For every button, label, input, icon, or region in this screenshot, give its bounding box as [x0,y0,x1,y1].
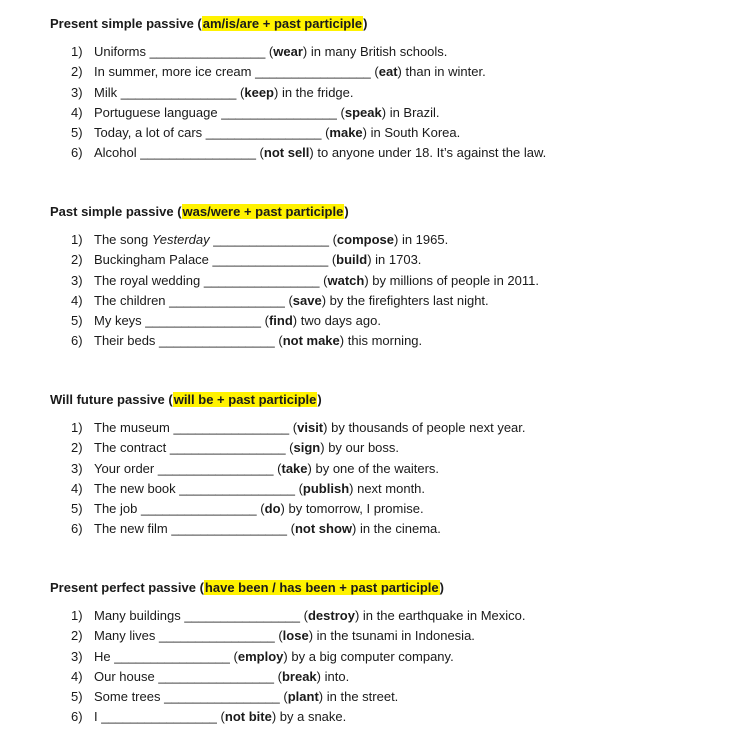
item-number: 1) [71,608,83,623]
sentence-start: Buckingham Palace [94,252,213,268]
sentence: Buckingham Palace ________________ (build) in 1703. [94,252,422,268]
sentence-end: by a snake. [276,709,347,725]
verb-hint: not make [282,333,340,349]
section-heading: Present simple passive (am/is/are + past participle) [50,16,368,31]
verb-hint: build [336,252,368,268]
answer-blank[interactable]: ________________ [221,104,337,120]
section-heading: Present perfect passive (have been / has been + past participle) [50,580,444,595]
verb-hint: break [281,668,317,684]
sentence-start: Portuguese language [94,104,222,120]
item-number: 1) [71,420,83,435]
formula-highlight: was/were + past participle [182,204,344,219]
section-present-perfect [50,580,710,728]
sentence-start: My keys [94,313,146,329]
verb-hint: do [264,501,281,517]
sentence-start: I [94,709,102,725]
sentence: I ________________ (not bite) by a snake. [94,709,347,725]
exercise-list [50,606,710,728]
sentence-end: next month. [353,480,426,496]
verb-hint: not bite [224,709,272,725]
heading-label: Past simple passive [50,204,174,219]
sentence: The museum ________________ (visit) by thousands of people next year. [94,420,526,435]
verb-hint: employ [237,648,284,664]
verb-hint: sign [293,440,321,456]
sentence-end: by thousands of people next year. [327,420,526,435]
exercise-item [50,626,710,646]
sentence-end: by tomorrow, I promise. [284,501,424,517]
heading-label: Present perfect passive [50,580,196,595]
exercise-item [50,250,710,270]
verb-hint: speak [344,104,382,120]
sentence-end: in the fridge. [278,84,354,100]
verb-hint: wear [273,44,303,59]
sentence-start: The song [94,232,152,247]
exercise-item [50,42,710,62]
sentence: Milk ________________ (keep) in the fridge. [94,84,354,100]
answer-blank[interactable]: ________________ [149,44,266,59]
sentence-end: into. [321,668,350,684]
formula-highlight: will be + past participle [173,392,317,407]
item-number: 6) [71,145,83,161]
item-number: 2) [71,440,83,456]
exercise-item [50,418,710,438]
sentence-end: in the cinema. [356,521,441,537]
verb-hint: eat [378,64,398,80]
sentence-start: He [94,648,115,664]
item-number: 6) [71,333,83,349]
verb-hint: find [268,313,293,329]
sentence-end: in many British schools. [307,44,448,59]
sentence: Some trees ________________ (plant) in the street. [94,689,399,705]
sentence: The song Yesterday ________________ (compose) in 1965. [94,232,449,247]
section-past-simple [50,204,710,352]
sentence-start: The children [94,292,170,308]
item-number: 6) [71,521,83,537]
exercise-item [50,103,710,123]
exercise-item [50,123,710,143]
answer-blank[interactable]: ________________ [179,480,295,496]
sentence: The new book ________________ (publish) next month. [94,480,426,496]
sentence-end: by the firefighters last night. [326,292,489,308]
exercise-list [50,42,710,164]
item-number: 4) [71,104,83,120]
item-number: 5) [71,313,83,329]
verb-hint: make [329,125,363,141]
verb-hint: not sell [263,145,310,161]
sentence: Portuguese language ________________ (speak) in Brazil. [94,104,440,120]
sentence-end: to anyone under 18. It’s against the law. [313,145,547,161]
sentence: The new film ________________ (not show) in the cinema. [94,521,441,537]
answer-blank[interactable]: ________________ [164,689,280,705]
answer-blank[interactable]: ________________ [255,64,371,80]
exercise-item [50,519,710,539]
exercise-list [50,418,710,540]
answer-blank[interactable]: ________________ [173,420,290,435]
sentence-start: Today, a lot of cars [94,125,206,141]
sentence-start: Uniforms [94,44,150,59]
verb-hint: watch [327,272,365,288]
sentence: The contract ________________ (sign) by our boss. [94,440,400,456]
answer-blank[interactable]: ________________ [114,648,230,664]
verb-hint: lose [282,628,309,644]
answer-blank[interactable]: ________________ [184,608,301,623]
verb-hint: keep [244,84,274,100]
section-will-future [50,392,710,540]
heading-label: Present simple passive [50,16,194,31]
sentence: In summer, more ice cream ________________ (eat) than in winter. [94,64,486,80]
sentence: The royal wedding ________________ (watch) by millions of people in 2011. [94,272,539,288]
exercise-item [50,62,710,82]
exercise-list [50,230,710,352]
sentence: He ________________ (employ) by a big computer company. [94,648,454,664]
sentence-start: In summer, more ice cream [94,64,256,80]
answer-blank[interactable]: ________________ [169,292,285,308]
answer-blank[interactable]: ________________ [140,145,256,161]
item-number: 5) [71,501,83,517]
sentence-start: Alcohol [94,145,141,161]
sentence: Today, a lot of cars ________________ (make) in South Korea. [94,125,461,141]
exercise-item [50,687,710,707]
exercise-item [50,647,710,667]
answer-blank[interactable]: ________________ [159,628,275,644]
exercise-item [50,499,710,519]
answer-blank[interactable]: ________________ [140,501,257,517]
sentence: My keys ________________ (find) two days ago. [94,313,381,329]
exercise-item [50,83,710,103]
sentence-end: two days ago. [297,313,381,329]
item-number: 2) [71,628,83,644]
sentence: Uniforms ________________ (wear) in many British schools. [94,44,448,59]
sentence: Your order ________________ (take) by one of the waiters. [94,460,440,476]
answer-blank[interactable]: ________________ [157,460,274,476]
sentence-end: by one of the waiters. [311,460,440,476]
item-number: 1) [71,232,83,247]
sentence-end: this morning. [344,333,423,349]
sentence-start: Many lives [94,628,160,644]
sentence-start: Our house [94,668,159,684]
item-number: 4) [71,480,83,496]
exercise-item [50,230,710,250]
item-number: 6) [71,709,83,725]
sentence: Their beds ________________ (not make) this morning. [94,333,423,349]
sentence: Many lives ________________ (lose) in the tsunami in Indonesia. [94,628,475,644]
sentence-start: The job [94,501,141,517]
section-heading: Will future passive (will be + past participle) [50,392,322,407]
sentence-start: Many buildings [94,608,185,623]
item-number: 5) [71,125,83,141]
sentence-end: in Brazil. [386,104,440,120]
item-number: 4) [71,668,83,684]
exercise-item [50,459,710,479]
item-number: 3) [71,648,83,664]
section-present-simple [50,16,710,164]
sentence-start: Your order [94,460,158,476]
exercise-item [50,606,710,626]
verb-hint: compose [336,232,394,247]
sentence-start: Their beds [94,333,160,349]
verb-hint: not show [294,521,352,537]
item-number: 3) [71,460,83,476]
exercise-item [50,331,710,351]
italic-title: Yesterday [151,232,210,247]
answer-blank[interactable]: ________________ [203,272,320,288]
exercise-item [50,311,710,331]
item-number: 1) [71,44,83,59]
answer-blank[interactable]: ________________ [212,252,329,268]
sentence-end: by a big computer company. [287,648,454,664]
sentence-start: The new film [94,521,172,537]
sentence-end: in the tsunami in Indonesia. [313,628,475,644]
exercise-item [50,291,710,311]
answer-blank[interactable]: ________________ [209,232,329,247]
sentence-end: in 1965. [398,232,449,247]
sentence-start: The museum [94,420,174,435]
answer-blank[interactable]: ________________ [205,125,322,141]
item-number: 2) [71,64,83,80]
verb-hint: destroy [307,608,355,623]
sentence: Many buildings ________________ (destroy) in the earthquake in Mexico. [94,608,526,623]
verb-hint: visit [297,420,324,435]
answer-blank[interactable]: ________________ [120,84,237,100]
answer-blank[interactable]: ________________ [145,313,261,329]
sentence-end: in the street. [323,689,399,705]
sentence: The job ________________ (do) by tomorrow, I promise. [94,501,424,517]
formula-highlight: am/is/are + past participle [202,16,363,31]
answer-blank[interactable]: ________________ [158,668,275,684]
sentence-start: Milk [94,84,121,100]
answer-blank[interactable]: ________________ [159,333,275,349]
heading-label: Will future passive [50,392,165,407]
sentence-end: in South Korea. [367,125,461,141]
verb-hint: plant [287,689,319,705]
item-number: 2) [71,252,83,268]
sentence: Our house ________________ (break) into. [94,668,350,684]
exercise-item [50,438,710,458]
sentence-end: by our boss. [324,440,400,456]
exercise-item [50,143,710,163]
sentence-end: in 1703. [371,252,422,268]
answer-blank[interactable]: ________________ [169,440,286,456]
exercise-item [50,667,710,687]
verb-hint: publish [302,480,350,496]
answer-blank[interactable]: ________________ [171,521,287,537]
sentence-start: The new book [94,480,180,496]
section-heading: Past simple passive (was/were + past participle) [50,204,349,219]
exercise-item [50,707,710,727]
sentence-end: than in winter. [401,64,486,80]
item-number: 3) [71,84,83,100]
verb-hint: take [281,460,308,476]
sentence-end: by millions of people in 2011. [368,272,539,288]
item-number: 4) [71,292,83,308]
sentence-start: The contract [94,440,170,456]
sentence: Alcohol ________________ (not sell) to anyone under 18. It’s against the law. [94,145,547,161]
sentence-end: in the earthquake in Mexico. [359,608,526,623]
sentence-start: Some trees [94,689,165,705]
formula-highlight: have been / has been + past participle [204,580,439,595]
verb-hint: save [292,292,322,308]
sentence: The children ________________ (save) by the firefighters last night. [94,292,489,308]
answer-blank[interactable]: ________________ [101,709,217,725]
exercise-item [50,479,710,499]
exercise-item [50,271,710,291]
item-number: 5) [71,689,83,705]
item-number: 3) [71,272,83,288]
sentence-start: The royal wedding [94,272,204,288]
